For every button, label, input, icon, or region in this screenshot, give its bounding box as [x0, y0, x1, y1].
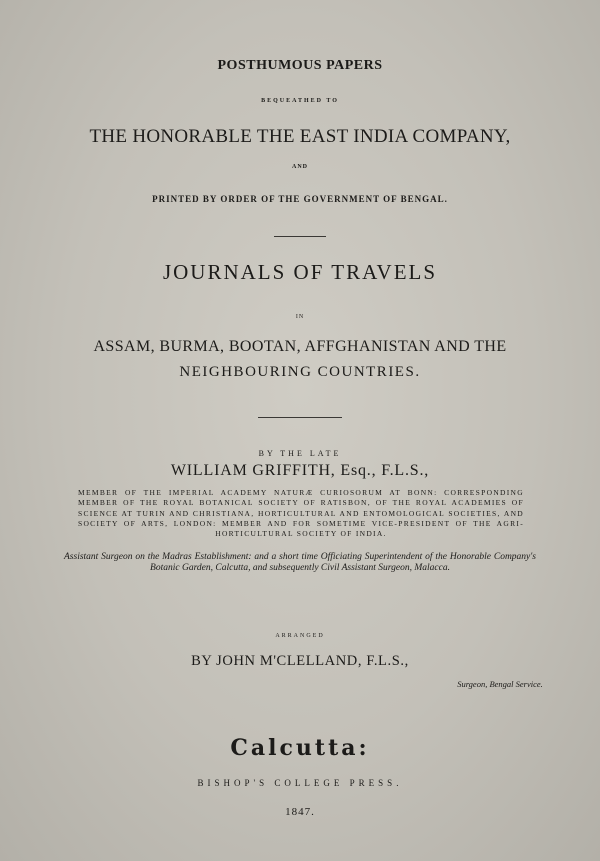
arranged-line: ARRANGED [275, 633, 325, 639]
editor-role: Surgeon, Bengal Service. [457, 679, 543, 689]
place-calcutta: Calcutta: [230, 735, 370, 761]
editor-line: BY JOHN M'CLELLAND, F.L.S., [191, 653, 409, 669]
divider-rule [258, 417, 342, 418]
by-the-late: BY THE LATE [258, 449, 342, 458]
company-line: THE HONORABLE THE EAST INDIA COMPANY, [89, 126, 511, 147]
author-name: WILLIAM GRIFFITH, Esq., F.L.S., [170, 462, 430, 479]
and-line: AND [292, 164, 308, 170]
year-line: 1847. [285, 806, 315, 818]
author-positions: Assistant Surgeon on the Madras Establishment: and a short time Officiating Superintendent of the Honorable Company's Botanic Garden, Calcutta, and subsequently Civil Assistant Surgeon, Malacca. [64, 552, 536, 573]
bequeathed-line: BEQUEATHED TO [261, 98, 339, 104]
main-title: JOURNALS OF TRAVELS [162, 260, 438, 284]
in-line: IN [295, 314, 305, 320]
divider-rule [274, 236, 326, 237]
places-line-1: ASSAM, BURMA, BOOTAN, AFFGHANISTAN AND THE [93, 338, 507, 355]
places-line-2: NEIGHBOURING COUNTRIES. [179, 364, 421, 380]
press-line: BISHOP'S COLLEGE PRESS. [197, 778, 403, 788]
printed-line: PRINTED BY ORDER OF THE GOVERNMENT OF BENGAL. [152, 194, 448, 204]
author-memberships: MEMBER OF THE IMPERIAL ACADEMY NATURÆ CURIOSORUM AT BONN: CORRESPONDING MEMBER OF THE ROYAL BOTANICAL SOCIETY OF RATISBON, OF THE ROYAL ACADEMIES OF SCIENCE AT TURIN AND CHRISTIANA, HORTICULTURAL AND ENTOMOLOGICAL SOCIETIES, AND SOCIETY OF ARTS, LONDON: MEMBER AND FOR SOMETIME VICE-PRESIDENT OF THE AGRI-HORTICULTURAL SOCIETY OF INDIA. [78, 488, 524, 539]
heading: POSTHUMOUS PAPERS [217, 58, 383, 73]
